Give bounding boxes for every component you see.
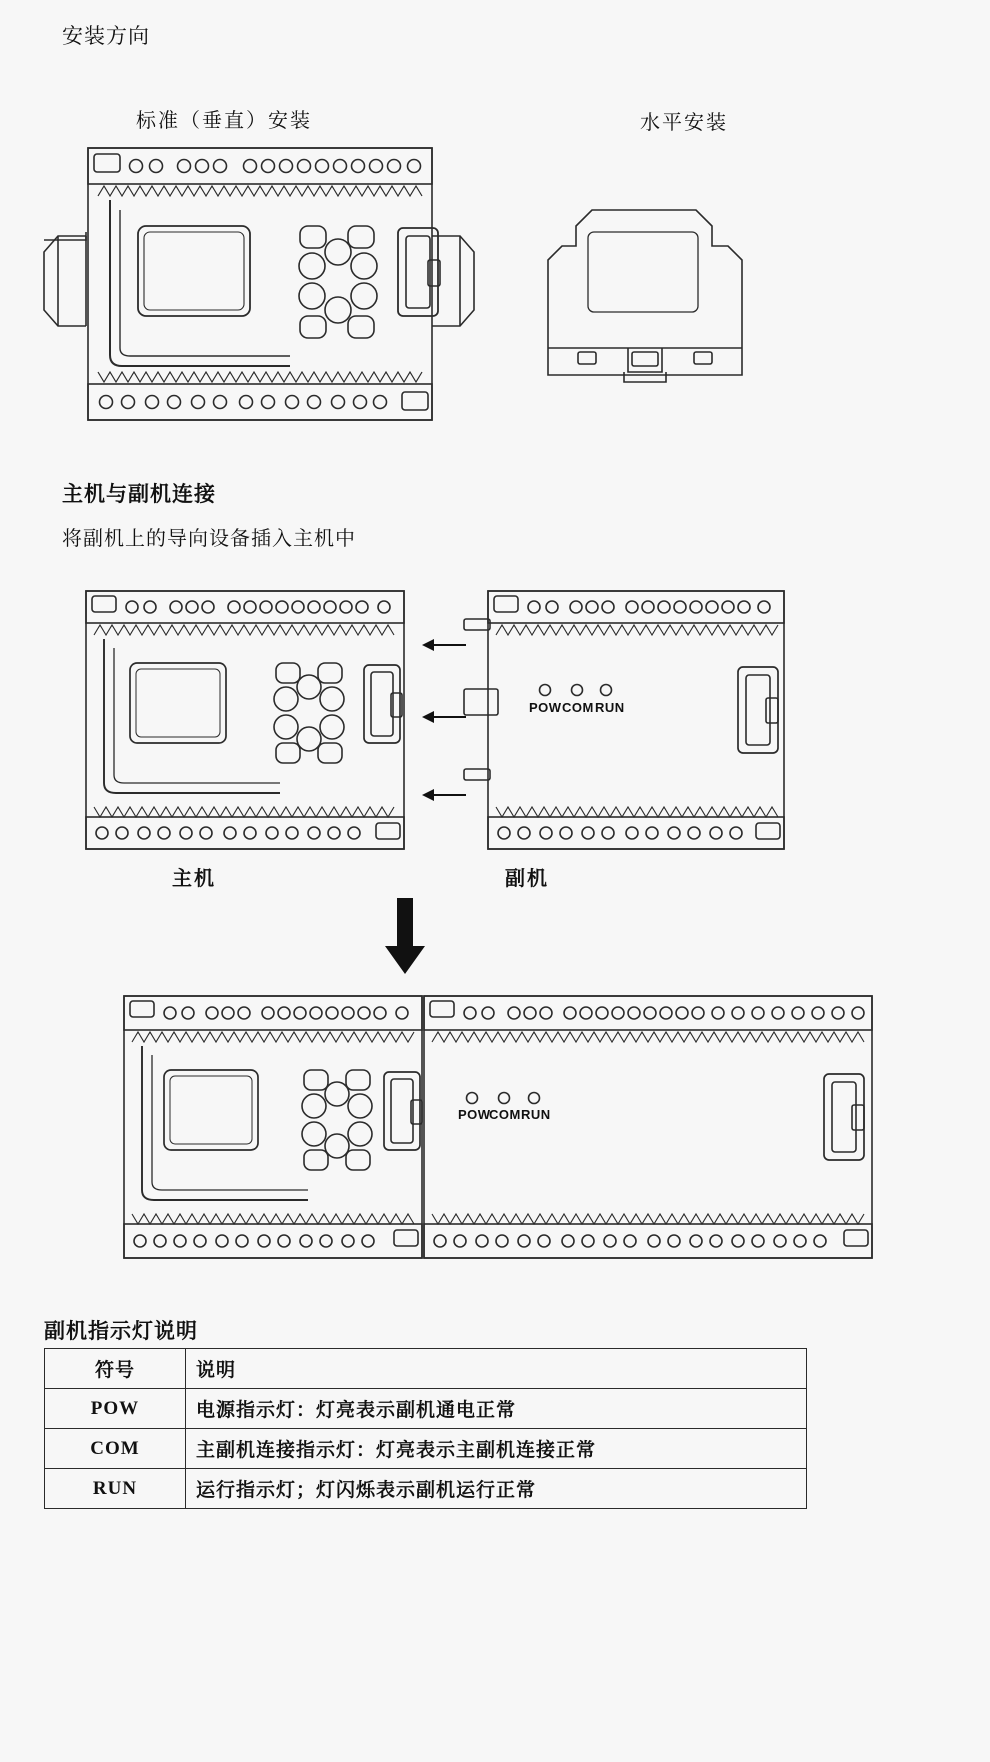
device-side-view-horizontal-svg <box>540 200 770 390</box>
device-side-view-horizontal <box>540 200 770 390</box>
text-master-slave-instruction: 将副机上的导向设备插入主机中 <box>62 528 356 550</box>
device-master-unit <box>80 585 410 855</box>
led-label-run: RUN <box>595 700 625 715</box>
table-cell-symbol: POW <box>45 1389 186 1429</box>
assembly-down-arrow <box>375 898 435 978</box>
table-cell-description: 主副机连接指示灯：灯亮表示主副机连接正常 <box>186 1429 807 1469</box>
device-slave-unit <box>460 585 790 855</box>
device-master-unit-svg <box>80 585 410 855</box>
device-assembled-master-slave <box>118 988 878 1268</box>
caption-master-unit: 主机 <box>172 868 216 890</box>
table-cell-description: 运行指示灯；灯闪烁表示副机运行正常 <box>186 1469 807 1509</box>
table-cell-symbol: RUN <box>45 1469 186 1509</box>
assembled-led-label-com: COM <box>489 1107 521 1122</box>
caption-standard-vertical-mounting: 标准（垂直）安装 <box>136 110 312 132</box>
led-label-pow: POW <box>529 700 562 715</box>
device-front-view-vertical-svg <box>40 140 480 440</box>
section-title-master-slave-connection: 主机与副机连接 <box>62 483 216 506</box>
assembly-down-arrow-svg <box>375 898 435 978</box>
table-row <box>45 1469 807 1509</box>
table-row <box>45 1389 807 1429</box>
section-title-slave-led-legend: 副机指示灯说明 <box>44 1319 198 1343</box>
table-header-symbol: 符号 <box>45 1349 186 1389</box>
caption-slave-unit: 副机 <box>505 868 549 890</box>
device-assembled-master-slave-svg <box>118 988 878 1268</box>
device-slave-unit-svg <box>460 585 790 855</box>
table-cell-symbol: COM <box>45 1429 186 1469</box>
assembled-led-label-run: RUN <box>521 1107 551 1122</box>
caption-horizontal-mounting: 水平安装 <box>640 112 728 134</box>
table-header-description: 说明 <box>186 1349 807 1389</box>
assembled-led-label-pow: POW <box>458 1107 491 1122</box>
table-cell-description: 电源指示灯：灯亮表示副机通电正常 <box>186 1389 807 1429</box>
table-header-row <box>45 1349 807 1389</box>
table-row <box>45 1429 807 1469</box>
led-label-com: COM <box>562 700 594 715</box>
slave-led-legend-table <box>44 1348 807 1509</box>
device-front-view-vertical <box>40 140 480 440</box>
section-title-mounting-direction: 安装方向 <box>62 25 150 48</box>
